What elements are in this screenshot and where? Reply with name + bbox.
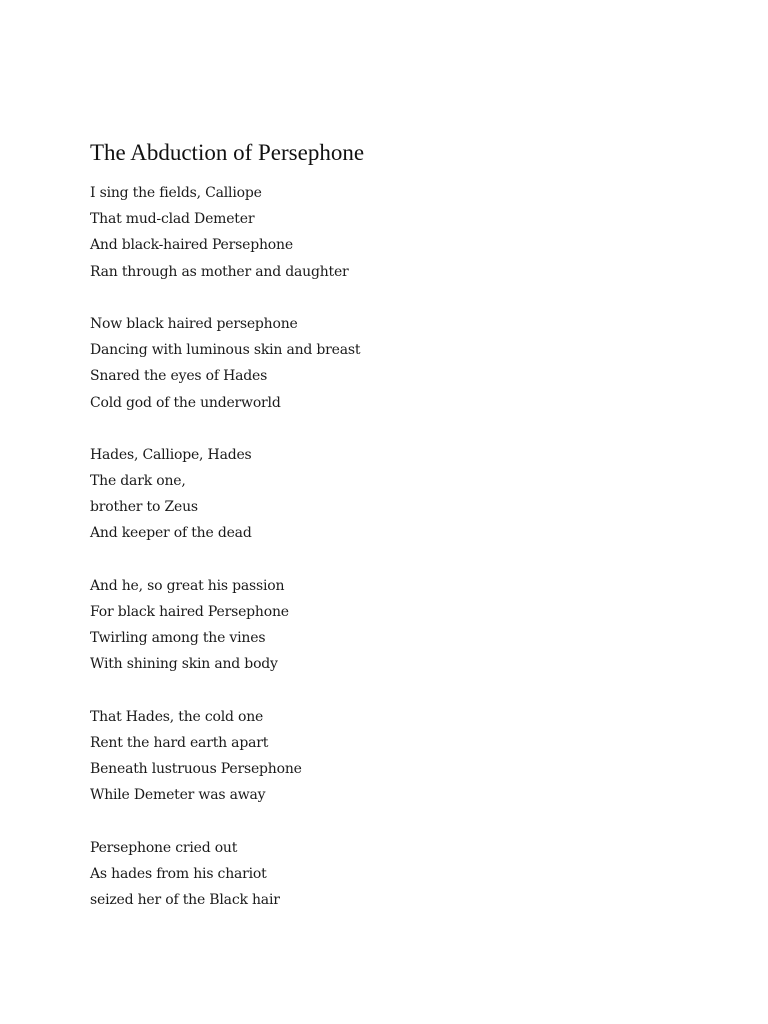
poem-line: With shining skin and body — [90, 656, 278, 673]
stanza — [90, 180, 690, 285]
stanza — [90, 704, 690, 809]
poem-line: That mud-clad Demeter — [90, 211, 255, 228]
poem-line: Beneath lustruous Persephone — [90, 761, 302, 778]
poem-line: That Hades, the cold one — [90, 708, 264, 725]
poem-line: I sing the fields, Calliope — [90, 185, 262, 201]
stanza — [90, 311, 690, 416]
poem-line: Now black haired persephone — [90, 315, 298, 332]
poem-line: seized her of the Black hair — [90, 892, 280, 909]
poem-body — [90, 180, 690, 913]
poem-line: As hades from his chariot — [90, 865, 267, 882]
document-page — [90, 138, 690, 939]
poem-line: Cold god of the underworld — [90, 394, 281, 411]
poem-line: The dark one, — [90, 473, 186, 490]
stanza — [90, 442, 690, 547]
poem-line: And he, so great his passion — [90, 577, 285, 594]
poem-line: Dancing with luminous skin and breast — [90, 342, 361, 359]
poem-line: Snared the eyes of Hades — [90, 368, 268, 385]
stanza — [90, 573, 690, 678]
poem-title: The Abduction of Persephone — [90, 140, 365, 165]
poem-line: For black haired Persephone — [90, 604, 289, 620]
poem-line: brother to Zeus — [90, 499, 198, 516]
poem-line: While Demeter was away — [90, 787, 266, 804]
poem-line: And keeper of the dead — [90, 525, 252, 542]
poem-line: Twirling among the vines — [90, 630, 266, 647]
poem-line: Hades, Calliope, Hades — [90, 446, 252, 463]
stanza — [90, 835, 690, 914]
poem-line: And black-haired Persephone — [90, 237, 293, 254]
poem-line: Persephone cried out — [90, 839, 238, 856]
poem-line: Ran through as mother and daughter — [90, 263, 349, 280]
poem-line: Rent the hard earth apart — [90, 734, 269, 751]
